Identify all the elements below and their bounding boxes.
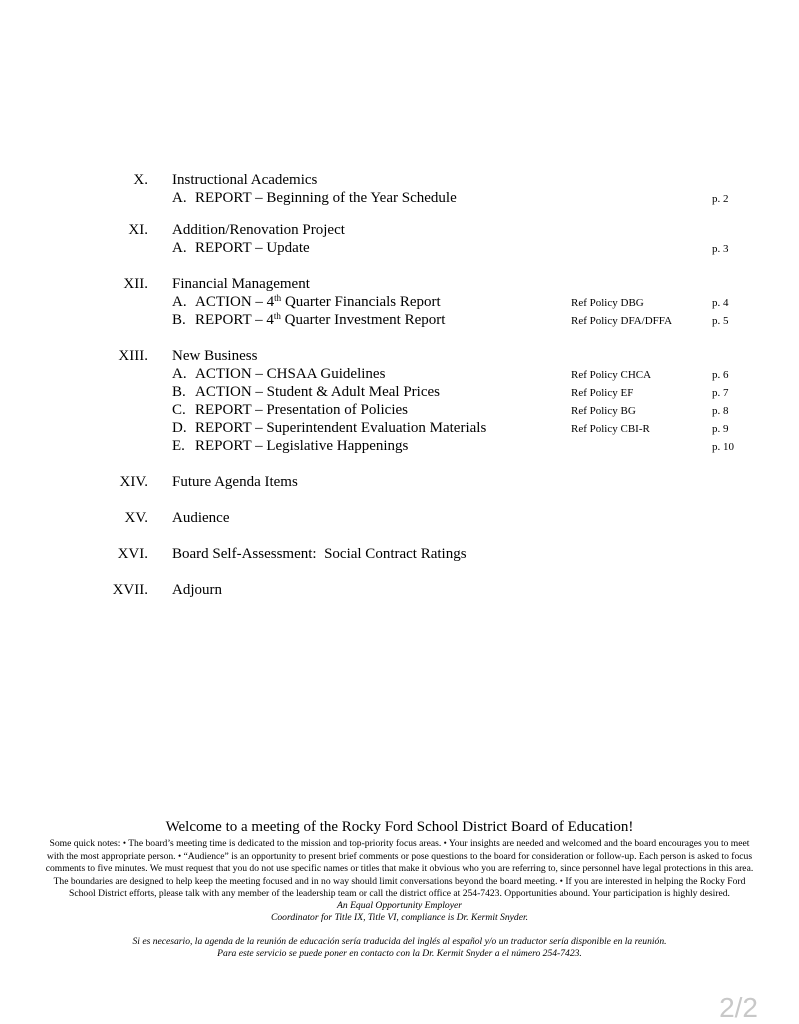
section-numeral: XIII. — [118, 348, 148, 364]
section-numeral: XVII. — [112, 582, 148, 598]
item-text: REPORT – Presentation of Policies — [195, 402, 408, 418]
item-letter: B. — [172, 384, 186, 400]
agenda-item — [172, 239, 310, 257]
page-ref: p. 4 — [712, 297, 729, 309]
item-letter: D. — [172, 420, 187, 436]
page-ref: p. 3 — [712, 243, 729, 255]
section-title: Adjourn — [172, 582, 222, 598]
section-numeral: X. — [133, 172, 148, 188]
page-ref: p. 10 — [712, 441, 734, 453]
coordinator-line: Coordinator for Title IX, Title VI, compliance is Dr. Kermit Snyder. — [270, 912, 529, 923]
section-title: Future Agenda Items — [172, 474, 298, 490]
note-text: If you are interested in helping the Rocky Ford School District efforts, please talk with any member of the leadership team or call the district office at 254-7423. Opportunities abound. Your participation is highly desired. — [69, 876, 746, 899]
agenda-item — [172, 365, 385, 383]
item-text: REPORT – Beginning of the Year Schedule — [195, 190, 457, 206]
section-title: Financial Management — [172, 276, 310, 292]
bullet-icon: • — [443, 838, 447, 848]
notes-intro: Some quick notes: — [49, 838, 123, 849]
policy-ref: Ref Policy BG — [571, 405, 636, 417]
policy-ref: Ref Policy DFA/DFFA — [571, 315, 673, 327]
spanish-line-2: Para este servicio se puede poner en contacto con la Dr. Kermit Snyder a el número 254-7423. — [217, 948, 582, 959]
meeting-notice — [40, 818, 759, 960]
section-numeral: XI. — [128, 222, 148, 238]
page-ref: p. 2 — [712, 193, 729, 205]
section-numeral: XV. — [124, 510, 148, 526]
section-title: Audience — [172, 510, 230, 526]
item-text-end: Quarter Financials Report — [281, 294, 441, 310]
item-letter: B. — [172, 312, 186, 328]
bullet-icon: • — [177, 851, 182, 861]
agenda-item — [172, 383, 440, 401]
welcome-heading: Welcome to a meeting of the Rocky Ford School District Board of Education! — [165, 819, 634, 835]
section-numeral: XIV. — [119, 474, 148, 490]
policy-ref: Ref Policy CBI-R — [571, 423, 650, 435]
note-text: “Audience” is an opportunity to present brief comments or pose questions to the board for consideration or follow-up. Each person is asked to focus comments to five minutes. We must request that you do not use specific names or titles that make it obvious who you are referring to, since personnel have legal protections in this area. The boundaries are designed to help keep the meeting focused and in no way should limit conversations beyond the board meeting. — [45, 851, 754, 887]
bullet-icon: • — [122, 838, 126, 848]
agenda-item — [172, 293, 441, 311]
spanish-line-1: Si es necesario, la agenda de la reunión de educación sería traducida del inglés al español y/o un traductor sería disponible en la reunión. — [132, 936, 667, 947]
page-indicator: 2/2 — [719, 992, 758, 1023]
agenda-item — [172, 419, 486, 437]
section-title: New Business — [172, 348, 258, 364]
section-title: Board Self-Assessment: Social Contract Ratings — [172, 546, 467, 562]
spanish-notice — [40, 936, 759, 960]
item-letter: C. — [172, 402, 186, 418]
item-letter: A. — [172, 240, 187, 256]
page-ref: p. 6 — [712, 369, 729, 381]
page-ref: p. 7 — [712, 387, 729, 399]
ordinal-suffix: th — [274, 293, 282, 303]
policy-ref: Ref Policy DBG — [571, 297, 644, 309]
section-numeral: XII. — [123, 276, 148, 292]
item-text: REPORT – Legislative Happenings — [195, 438, 409, 454]
section-numeral: XVI. — [117, 546, 148, 562]
policy-ref: Ref Policy EF — [571, 387, 634, 399]
item-text: ACTION – Student & Adult Meal Prices — [195, 384, 440, 400]
ordinal-suffix: th — [273, 311, 281, 321]
item-text: REPORT – Superintendent Evaluation Materials — [195, 420, 487, 436]
quick-notes — [40, 837, 759, 900]
policy-ref: Ref Policy CHCA — [571, 369, 652, 381]
agenda-item — [172, 311, 445, 329]
bullet-icon: • — [559, 876, 563, 886]
item-text: REPORT – Update — [195, 240, 310, 256]
item-text-end: Quarter Investment Report — [280, 312, 446, 328]
page-ref: p. 8 — [712, 405, 729, 417]
note-text: Your insights are needed and welcomed and the board encourages you to meet with the most appropriate person. — [46, 838, 750, 862]
equal-opportunity-line: An Equal Opportunity Employer — [337, 900, 462, 911]
item-text-start: ACTION – 4 — [195, 294, 275, 310]
agenda-item — [172, 189, 457, 207]
item-letter: A. — [172, 190, 187, 206]
note-text: The board’s meeting time is dedicated to the mission and top-priority focus areas. — [125, 838, 444, 849]
page-ref: p. 9 — [712, 423, 729, 435]
item-letter: E. — [172, 438, 185, 454]
section-title: Addition/Renovation Project — [172, 222, 345, 238]
agenda-item — [172, 437, 408, 455]
item-text-start: REPORT – 4 — [195, 312, 274, 328]
page-ref: p. 5 — [712, 315, 729, 327]
item-text: ACTION – CHSAA Guidelines — [195, 366, 386, 382]
item-letter: A. — [172, 294, 187, 310]
section-title: Instructional Academics — [172, 172, 318, 188]
item-letter: A. — [172, 366, 187, 382]
agenda-item — [172, 401, 408, 419]
